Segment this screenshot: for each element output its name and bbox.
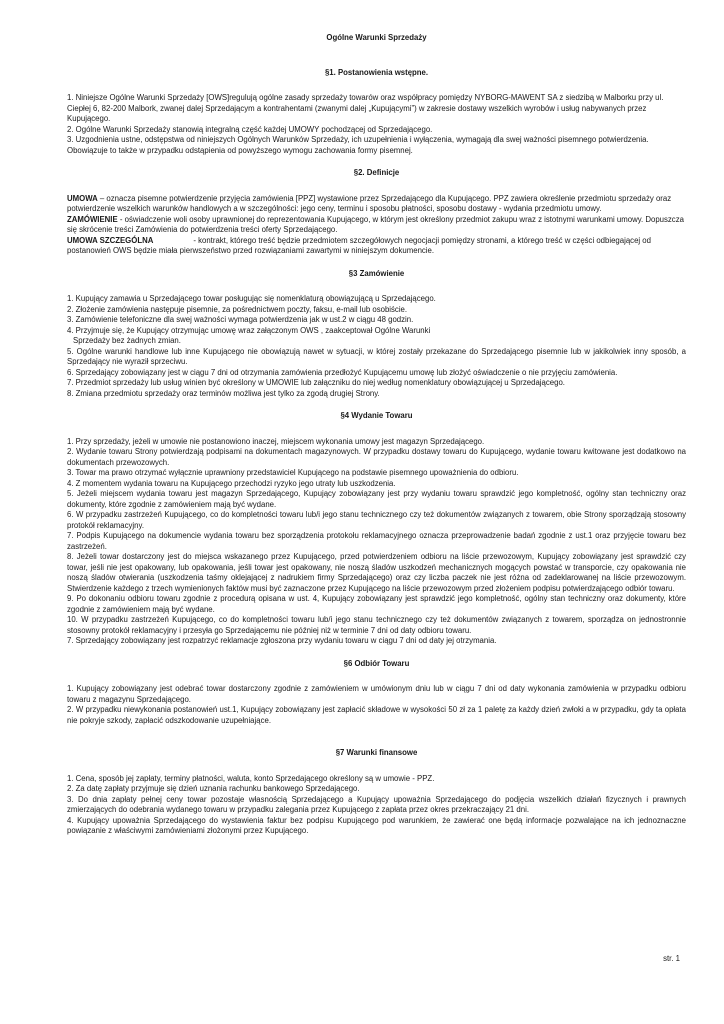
section-3-item: 2. Złożenie zamówienia następuje pisemnie, za pośrednictwem poczty, faksu, e-mail lub osobiście.: [67, 304, 408, 314]
section-4: [67, 437, 686, 647]
term-umowa: UMOWA: [67, 193, 98, 203]
section-3-item: 7. Przedmiot sprzedaży lub usług winien być określony w UMOWIE lub załączniku do niej według nomenklatury obowiązującej u Sprzedającego.: [67, 378, 565, 387]
definition-umowa-szczegolna: [67, 236, 686, 257]
section-4-item: 10. W przypadku zastrzeżeń Kupującego, co do kompletności towaru lub/i jego stanu technicznego czy też dokumentów związanych z towarem, sporządza on jednostronnie stosowny protokół reklamacyjny i przesyła go Sprzedającemu nie później niż w terminie 7 dni od daty odbioru towaru.: [67, 615, 686, 635]
definition-zamowienie-text: - oświadczenie woli osoby uprawnionej do reprezentowania Kupującego, w którym jest określony przedmiot zakupu wraz z istotnymi warunkami umowy. Dopuszcza się skrócenie treści Zamówienia do potwierdzenia treści oferty Sprzedającego.: [67, 214, 684, 234]
definition-umowa-szczegolna-text: - kontrakt, którego treść będzie przedmiotem szczegółowych negocjacji pomiędzy stronami, a którego treść w części odbiegającej od postanowień OWS będzie miała pierwszeństwo przed rozwiązaniami zawartymi w niniejszym dokumencie.: [67, 235, 651, 255]
section-4-item: 3. Towar ma prawo otrzymać wyłącznie uprawniony przedstawiciel Kupującego na podstawie pisemnego upoważnienia do odbioru.: [67, 468, 519, 477]
section-6-item: 2. W przypadku niewykonania postanowień ust.1, Kupujący zobowiązany jest zapłacić składowe w wysokości 50 zł za 1 paletę za każdy dzień zwłoki a w przypadku, gdy ta opłata nie pokryje szkody, zapłacić odszkodowanie uzupełniające.: [67, 705, 686, 725]
section-1-paragraph-3: 3. Uzgodnienia ustne, odstępstwa od niniejszych Ogólnych Warunków Sprzedaży, ich uzupełnienia i wyłączenia, wymagają dla swej ważności pisemnego potwierdzenia. Obowiązuje to także w przypadku odstąpienia od powyższego wymogu zachowania formy pisemnej.: [67, 135, 649, 155]
section-7-item: 1. Cena, sposób jej zapłaty, terminy płatności, waluta, konto Sprzedającego określony są w umowie - PPZ.: [67, 773, 435, 783]
section-2: [67, 194, 686, 257]
definition-umowa: [67, 194, 686, 215]
section-4-item: 8. Jeżeli towar dostarczony jest do miejsca wskazanego przez Kupującego, przed potwierdzeniem odbioru na liście przewozowym, Kupujący zobowiązany jest sprawdzić czy towar, jeśli nie jest opakowany, lub opakowania, jeśli towar jest opakowany, nie noszą śladów uszkodzeń mechanicznych mogących powstać w transporcie, czy opakowania nie noszą śladów otwierania (uszkodzenia taśmy oklejającej z nadrukiem firmy Sprzedającego) oraz czy liczba paczek nie jest różna od zadeklarowanej na liście przewozowym. Stwierdzenie każdego z trzech wymienionych faktów musi być zaznaczone przez Kupującego na liście przewozowym przed złożeniem podpisu potwierdzającego odbiór towaru.: [67, 552, 686, 593]
section-6-heading: §6 Odbiór Towaru: [343, 658, 410, 668]
definition-zamowienie: [67, 215, 686, 236]
section-7: [67, 774, 686, 837]
section-3-item: 8. Zmiana przedmiotu sprzedaży oraz terminów możliwa jest tylko za zgodą drugiej Strony.: [67, 388, 380, 398]
section-3-item: 5. Ogólne warunki handlowe lub inne Kupującego nie obowiązują nawet w sytuacji, w której zostały przekazane do Sprzedającego pisemnie lub w jakikolwiek inny sposób, a Sprzedający nie wyraził sprzeciwu.: [67, 346, 686, 366]
section-4-item: 5. Jeżeli miejscem wydania towaru jest magazyn Sprzedającego, Kupujący zobowiązany jest przy wydaniu towaru sprawdzić jego kompletność, ogólny stan techniczny oraz dokumenty, które zgodnie z zamówieniem mają być wydane.: [67, 489, 686, 509]
section-1-paragraph-2: 2. Ogólne Warunki Sprzedaży stanowią integralną część każdej UMOWY pochodzącej od Sprzedającego.: [67, 124, 433, 134]
term-zamowienie: ZAMÓWIENIE: [67, 214, 118, 224]
section-7-item: 4. Kupujący upoważnia Sprzedającego do wystawienia faktur bez podpisu Kupującego pod warunkiem, że zawierać one będą informacje pozwalające na ich jednoznaczne powiązanie z właściwymi zamówieniami złożonymi przez Kupującego.: [67, 815, 686, 835]
section-4-item: 4. Z momentem wydania towaru na Kupującego przechodzi ryzyko jego utraty lub uszkodzenia.: [67, 478, 396, 488]
term-umowa-szczegolna: UMOWA SZCZEGÓLNA: [67, 235, 154, 245]
section-3-item: 3. Zamówienie telefoniczne dla swej ważności wymaga potwierdzenia jak w ust.2 w ciągu 48 godzin.: [67, 315, 414, 324]
page-number: str. 1: [663, 954, 680, 963]
section-4-item: 7. Podpis Kupującego na dokumencie wydania towaru bez sporządzenia protokołu reklamacyjnego oznacza przeprowadzenie badań zgodnie z ust.1 oraz przyjęcie towaru bez zastrzeżeń.: [67, 531, 686, 551]
section-3-heading: §3 Zamówienie: [348, 268, 405, 278]
section-7-item: 2. Za datę zapłaty przyjmuje się dzień uznania rachunku bankowego Sprzedającego.: [67, 784, 360, 793]
section-3-item: Sprzedaży bez żadnych zmian.: [73, 336, 181, 345]
section-1: [67, 93, 686, 156]
section-4-item: 9. Po dokonaniu odbioru towaru zgodnie z procedurą opisana w ust. 4, Kupujący zobowiązany jest sprawdzić jego kompletność, ogólny stan techniczny oraz dokumenty, które zgodnie z zamówieniem mają być wydane.: [67, 594, 686, 614]
section-3: [67, 294, 686, 399]
section-7-item: 3. Do dnia zapłaty pełnej ceny towar pozostaje własnością Sprzedającego a Kupujący upoważnia Sprzedającego do podjęcia wszelkich działań fizycznych i prawnych zmierzających do odebrania wydanego towaru w przypadku zalegania przez Kupującego z zapłata przez okres przekraczający 21 dni.: [67, 794, 686, 814]
section-2-heading: §2. Definicje: [353, 168, 400, 177]
section-1-heading: §1. Postanowienia wstępne.: [324, 67, 429, 77]
section-3-item: 1. Kupujący zamawia u Sprzedającego towar posługując się nomenklaturą obowiązującą u Sprzedającego.: [67, 294, 436, 303]
section-1-paragraph-1: 1. Niniejsze Ogólne Warunki Sprzedaży [OWS]regulują ogólne zasady sprzedaży towarów oraz współpracy pomiędzy NYBORG-MAWENT SA z siedzibą w Malborku przy ul. Ciepłej 6, 82-200 Malbork, zwanej dalej Sprzedającym a kontrahentami (zwanymi dalej „Kupującymi”) w zakresie dostawy wszelkich wyrobów i usług nabywanych przez Kupującego.: [67, 93, 664, 123]
section-4-item: 6. W przypadku zastrzeżeń Kupującego, co do kompletności towaru lub/i jego stanu technicznego czy też dokumentów związanych z towarem, obie Strony sporządzają stosowny protokół reklamacyjny.: [67, 510, 686, 530]
section-6-item: 1. Kupujący zobowiązany jest odebrać towar dostarczony zgodnie z zamówieniem w umówionym dniu lub w ciągu 7 dni od daty wykonania zamówienia w przypadku odbioru towaru z magazynu Sprzedającego.: [67, 684, 686, 704]
section-3-item: 4. Przyjmuje się, że Kupujący otrzymując umowę wraz załączonym OWS , zaakceptował Ogólne Warunki: [67, 325, 431, 335]
section-4-heading: §4 Wydanie Towaru: [340, 411, 413, 420]
section-4-item: 1. Przy sprzedaży, jeżeli w umowie nie postanowiono inaczej, miejscem wykonania umowy jest magazyn Sprzedającego.: [67, 436, 485, 446]
section-4-item: 7. Sprzedający zobowiązany jest rozpatrzyć reklamacje zgłoszona przy wydaniu towaru w ciągu 7 dni od daty jej otrzymania.: [67, 636, 497, 645]
section-7-heading: §7 Warunki finansowe: [335, 748, 418, 757]
definition-umowa-text: – oznacza pisemne potwierdzenie przyjęcia zamówienia [PPZ] wystawione przez Sprzedającego dla Kupującego. PPZ zawiera określenie przedmiotu sprzedaży oraz potwierdzenie wszelkich warunków handlowych a w szczególności: jego ceny, terminu i sposobu płatności, sposobu dostawy - wydania przedmiotu umowy.: [67, 193, 672, 213]
document-title: Ogólne Warunki Sprzedaży: [326, 33, 427, 42]
section-3-item: 6. Sprzedający zobowiązany jest w ciągu 7 dni od otrzymania zamówienia przedłożyć Kupującemu umowę lub złożyć oświadczenie o nie przyjęciu zamówienia.: [67, 367, 618, 377]
section-6: [67, 684, 686, 726]
section-4-item: 2. Wydanie towaru Strony potwierdzają podpisami na dokumentach magazynowych. W przypadku dostawy towaru do Kupującego, wydanie towaru kwitowane jest dodatkowo na dokumentach przewozowych.: [67, 447, 686, 467]
